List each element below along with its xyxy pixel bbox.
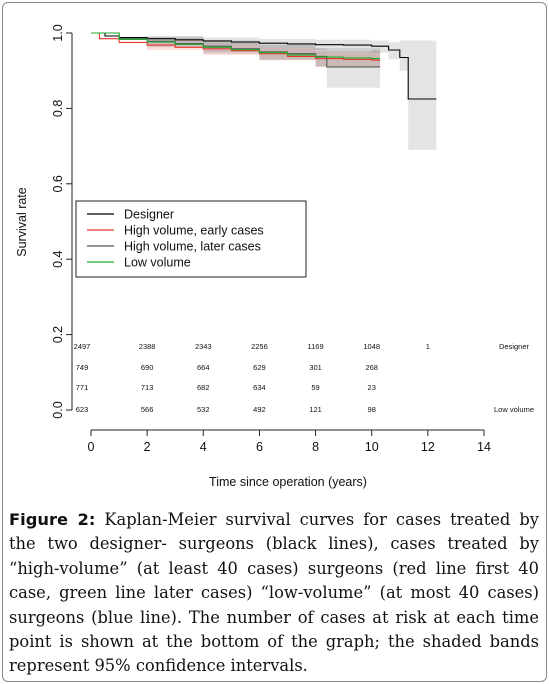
- x-tick-label-4: 4: [199, 440, 207, 454]
- y-tick-label-0.4: 0.4: [51, 250, 65, 268]
- risk-count: 2343: [194, 342, 212, 351]
- y-tick-label-0.8: 0.8: [51, 99, 65, 118]
- y-tick-label-0.2: 0.2: [51, 325, 65, 344]
- legend-label-2: High volume, early cases: [124, 223, 264, 238]
- risk-count: 301: [309, 363, 322, 372]
- risk-count: 1169: [307, 342, 324, 351]
- risk-count: 59: [311, 383, 320, 392]
- risk-count: 532: [197, 405, 210, 414]
- legend-label-4: Low volume: [124, 255, 191, 270]
- risk-count: 690: [140, 363, 154, 372]
- risk-count: 566: [140, 405, 154, 414]
- risk-table: [74, 342, 534, 414]
- y-tick-label-0.0: 0.0: [51, 401, 65, 419]
- risk-count: 623: [75, 405, 89, 414]
- risk-count: 713: [140, 383, 154, 392]
- x-tick-label-14: 14: [477, 440, 491, 454]
- risk-count: 98: [367, 405, 376, 414]
- x-tick-label-12: 12: [420, 440, 435, 454]
- caption-label: Figure 2:: [9, 510, 96, 529]
- risk-count: 634: [253, 383, 266, 392]
- risk-count: 771: [75, 383, 89, 392]
- y-tick-label-1.0: 1.0: [51, 24, 65, 42]
- x-tick-label-2: 2: [143, 440, 151, 454]
- risk-count: 2388: [138, 342, 156, 351]
- risk-row-label: Low volume: [493, 405, 535, 414]
- legend-label-3: High volume, later cases: [124, 239, 261, 254]
- risk-count: 2256: [251, 342, 268, 351]
- x-tick-label-10: 10: [364, 440, 379, 454]
- risk-count: 749: [75, 363, 89, 372]
- x-tick-label-8: 8: [312, 440, 320, 454]
- x-tick-label-6: 6: [255, 440, 263, 454]
- x-tick-label-0: 0: [87, 440, 95, 454]
- caption-text: Kaplan-Meier survival curves for cases treated by the two designer- surgeons (black lines), cases treated by “high-volume” (at least 40 cases) surgeons (red line first 40 case, green line later cases) “low-volume” (at most 40 cases) surgeons (blue line). The number of cases at risk at each time point is shown at the bottom of the graph; the shaded bands represent 95% confidence intervals.: [9, 510, 539, 676]
- risk-count: 629: [253, 363, 266, 372]
- y-axis-label: Survival rate: [15, 187, 29, 257]
- risk-count: 2497: [73, 342, 91, 351]
- risk-count: 664: [197, 363, 210, 372]
- risk-count: 23: [367, 383, 376, 392]
- risk-count: 121: [309, 405, 322, 414]
- legend: [76, 201, 306, 277]
- risk-count: 268: [365, 363, 378, 372]
- risk-count: 682: [197, 383, 210, 392]
- risk-count: 1048: [363, 342, 381, 351]
- risk-row-label: Designer: [498, 342, 530, 351]
- confidence-bands: [91, 33, 436, 150]
- risk-count: 1: [425, 342, 430, 351]
- legend-label-1: Designer: [124, 207, 175, 222]
- x-axis-label: Time since operation (years): [209, 475, 367, 489]
- figure-caption: [9, 508, 539, 679]
- y-tick-label-0.6: 0.6: [51, 175, 65, 193]
- risk-count: 492: [253, 405, 266, 414]
